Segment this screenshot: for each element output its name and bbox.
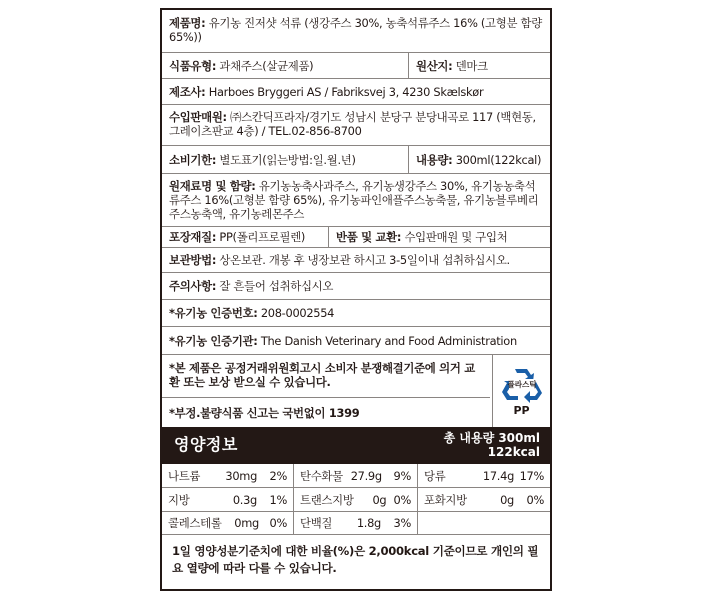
nutrient-fat: 지방 0.3g 1% bbox=[168, 492, 287, 507]
nutrition-total-volume: 총 내용량 300ml bbox=[443, 431, 540, 445]
dispute-notice: *본 제품은 공정거래위원회고시 소비자 분쟁해결기준에 의거 교환 또는 보상 받으실 수 있습니다. bbox=[169, 361, 475, 389]
packaging-value: PP(폴리프로필렌) bbox=[219, 230, 306, 244]
returns-value: 수입판매원 및 구입처 bbox=[404, 230, 508, 244]
nutrient-protein: 단백질 1.8g 3% bbox=[293, 512, 417, 534]
ingredients-key: 원재료명 및 함량: bbox=[169, 179, 256, 193]
importer-row bbox=[162, 105, 550, 146]
nutrition-footnote: 1일 영양성분기준치에 대한 비율(%)은 2,000kcal 기준이므로 개인의 필요 열량에 따라 다를 수 있습니다. bbox=[172, 544, 539, 575]
nutrient-sodium: 나트륨 30mg 2% bbox=[168, 468, 287, 483]
manufacturer-key: 제조사: bbox=[169, 84, 206, 99]
expiry-value: 별도표기(읽는방법:일.월.년) bbox=[219, 152, 356, 167]
expiry-key: 소비기한: bbox=[169, 152, 217, 167]
packaging-key: 포장재질: bbox=[169, 230, 217, 244]
storage-row bbox=[162, 248, 550, 273]
report-notice: *부정.불량식품 신고는 국번없이 1399 bbox=[169, 405, 360, 420]
packaging-row bbox=[162, 227, 550, 248]
product-name-row bbox=[162, 10, 550, 53]
product-name-key: 제품명: bbox=[169, 16, 206, 30]
organic-cert-body-key: *유기농 인증기관: bbox=[169, 333, 258, 348]
nutrient-carbohydrate: 탄수화물 27.9g 9% bbox=[293, 464, 417, 487]
organic-cert-no-value: 208-0002554 bbox=[260, 306, 335, 320]
nutrient-saturated-fat: 포화지방 0g 0% bbox=[417, 488, 550, 511]
product-label bbox=[160, 8, 552, 591]
dispute-notice-row bbox=[162, 355, 490, 398]
product-name-value: 유기농 진저샷 석류 (생강주스 30%, 농축석류주스 16% (고형분 함량 65%)) bbox=[169, 16, 542, 44]
nutrient-trans-fat: 트랜스지방 0g 0% bbox=[293, 488, 417, 511]
volume-key: 내용량: bbox=[416, 152, 453, 167]
caution-value: 잘 흔들어 섭취하십시오 bbox=[219, 279, 334, 293]
nutrition-header bbox=[162, 427, 550, 464]
origin-value: 덴마크 bbox=[455, 58, 488, 73]
manufacturer-row bbox=[162, 79, 550, 105]
storage-value: 상온보관. 개봉 후 냉장보관 하시고 3-5일이내 섭취하십시오. bbox=[219, 253, 510, 267]
importer-value: ㈜스칸딕프라자/경기도 성남시 분당구 분당내곡로 117 (백현동,그레이츠판교 4층) / TEL.02-856-8700 bbox=[169, 110, 536, 138]
food-type-key: 식품유형: bbox=[169, 58, 217, 73]
nutrition-row bbox=[162, 464, 550, 488]
nutrient-sugars: 당류 17.4g 17% bbox=[417, 464, 550, 487]
expiry-row bbox=[162, 146, 550, 174]
caution-key: 주의사항: bbox=[169, 279, 217, 293]
organic-cert-no-key: *유기농 인증번호: bbox=[169, 306, 258, 320]
svg-text:플라스틱: 플라스틱 bbox=[507, 379, 536, 389]
recycle-plastic-icon bbox=[500, 365, 544, 403]
food-type-value: 과채주스(살균제품) bbox=[219, 58, 314, 73]
returns-key: 반품 및 교환: bbox=[336, 230, 402, 244]
nutrient-empty-cell bbox=[417, 512, 550, 534]
nutrition-total bbox=[444, 431, 540, 459]
report-notice-row bbox=[162, 398, 490, 427]
organic-cert-body-value: The Danish Veterinary and Food Administration bbox=[260, 333, 517, 348]
ingredients-row bbox=[162, 174, 550, 227]
nutrition-row bbox=[162, 512, 550, 535]
manufacturer-value: Harboes Bryggeri AS / Fabriksvej 3, 4230 Skælskør bbox=[208, 84, 484, 99]
importer-key: 수입판매원: bbox=[169, 110, 227, 124]
nutrition-title: 영양정보 bbox=[174, 435, 238, 454]
storage-key: 보관방법: bbox=[169, 253, 217, 267]
nutrition-row bbox=[162, 488, 550, 512]
food-type-row bbox=[162, 53, 550, 79]
nutrition-total-kcal: 122kcal bbox=[487, 445, 540, 459]
recycle-mark bbox=[493, 354, 550, 427]
origin-key: 원산지: bbox=[416, 58, 453, 73]
caution-row bbox=[162, 273, 550, 300]
organic-cert-body-row bbox=[162, 327, 550, 355]
volume-value: 300ml(122kcal) bbox=[455, 152, 542, 167]
ingredients-value: 유기농농축사과주스, 유기농생강주스 30%, 유기농농축석류주스 16%(고형분 함량 65%), 유기농파인애플주스농축물, 유기농블루베리주스농축액, 유기농레몬주스 bbox=[169, 179, 539, 221]
nutrient-cholesterol: 콜레스테롤 0mg 0% bbox=[168, 516, 287, 530]
organic-cert-no-row bbox=[162, 300, 550, 327]
recycle-material: PP bbox=[513, 403, 530, 417]
